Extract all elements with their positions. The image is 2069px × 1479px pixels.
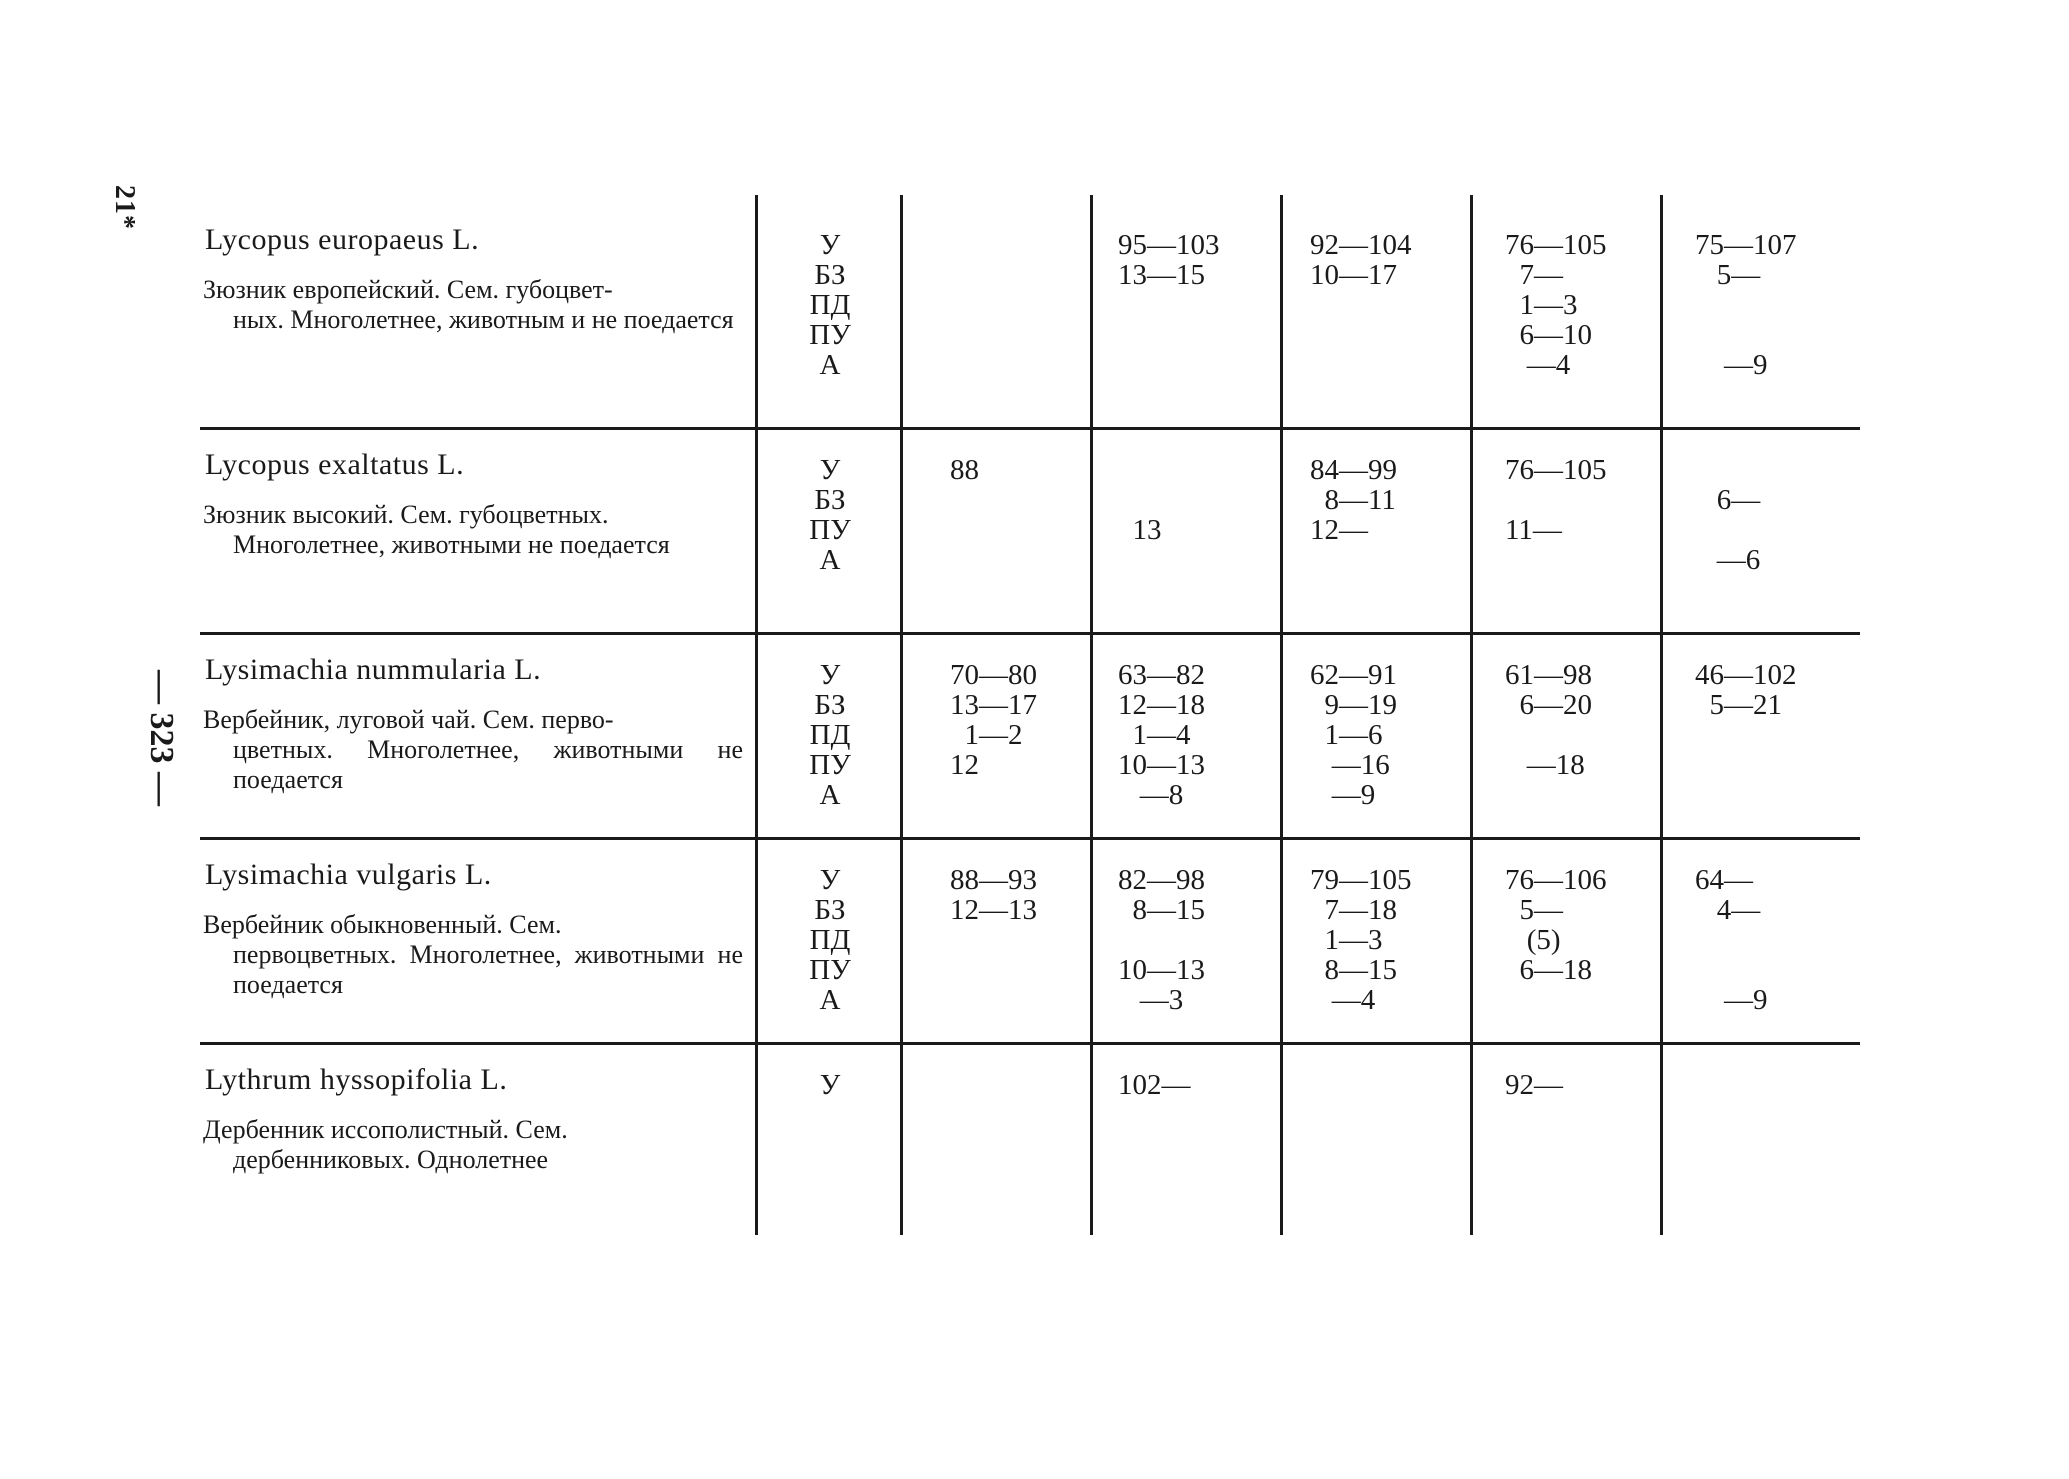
indicator-label: ПД xyxy=(809,719,851,751)
species-description xyxy=(203,1115,743,1175)
column-rule xyxy=(1660,1035,1663,1235)
indicator-label: ПД xyxy=(809,924,851,956)
value-cell: 4— xyxy=(1695,894,1761,926)
value-cell: 84—99 xyxy=(1310,454,1397,486)
value-cell: —6 xyxy=(1695,544,1761,576)
species-description xyxy=(203,275,743,335)
column-rule xyxy=(1280,625,1283,830)
indicator-label: ПД xyxy=(809,289,851,321)
value-cell: 9—19 xyxy=(1310,689,1397,721)
column-rule xyxy=(1090,195,1093,420)
column-rule xyxy=(755,830,758,1035)
value-cell: 92— xyxy=(1505,1069,1563,1101)
value-cell: 79—105 xyxy=(1310,864,1412,896)
indicator-label: БЗ xyxy=(814,259,846,291)
species-latin-name: Lycopus europaeus L. xyxy=(205,223,480,256)
description-first-line: Зюзник высокий. Сем. губоцветных. xyxy=(203,500,609,529)
indicator-labels xyxy=(790,660,870,810)
column-rule xyxy=(1280,830,1283,1035)
value-cell: 95—103 xyxy=(1118,229,1220,261)
column-rule xyxy=(755,420,758,625)
value-cell: 6—10 xyxy=(1505,319,1592,351)
column-rule xyxy=(900,625,903,830)
value-column xyxy=(1695,865,1768,1015)
value-cell: 46—102 xyxy=(1695,659,1797,691)
column-rule xyxy=(1660,195,1663,420)
value-cell: 7—18 xyxy=(1310,894,1397,926)
description-continuation: цветных. Многолетнее, животными не поедается xyxy=(233,735,743,794)
value-cell: 82—98 xyxy=(1118,864,1205,896)
value-cell: 8—15 xyxy=(1310,954,1397,986)
value-cell: 1—3 xyxy=(1310,924,1383,956)
column-rule xyxy=(1660,625,1663,830)
value-cell: 6— xyxy=(1695,484,1761,516)
value-column xyxy=(1118,660,1205,810)
indicator-label: У xyxy=(819,1069,841,1101)
value-cell: 5—21 xyxy=(1695,689,1782,721)
indicator-label: ПУ xyxy=(809,319,851,351)
value-cell xyxy=(1695,455,1760,485)
value-cell: 63—82 xyxy=(1118,659,1205,691)
value-cell: —9 xyxy=(1695,984,1768,1016)
row-separator xyxy=(200,1042,1860,1045)
value-cell: 10—13 xyxy=(1118,749,1205,781)
value-cell: 13—15 xyxy=(1118,259,1205,291)
indicator-labels xyxy=(790,865,870,1015)
value-cell: 92—104 xyxy=(1310,229,1412,261)
indicator-label: БЗ xyxy=(814,689,846,721)
column-rule xyxy=(1470,1035,1473,1235)
value-cell: 7— xyxy=(1505,259,1563,291)
value-cell: 1—3 xyxy=(1505,289,1578,321)
indicator-label: ПУ xyxy=(809,954,851,986)
species-description xyxy=(203,910,743,1000)
indicator-labels xyxy=(790,455,870,575)
value-cell: 76—105 xyxy=(1505,454,1607,486)
indicator-label: БЗ xyxy=(814,894,846,926)
signature-mark: 21* xyxy=(109,185,140,230)
column-rule xyxy=(1660,420,1663,625)
value-column xyxy=(1118,865,1205,1015)
value-cell xyxy=(1695,320,1797,350)
indicator-label: А xyxy=(819,544,841,576)
description-first-line: Дербенник иссополистный. Сем. xyxy=(203,1115,568,1144)
indicator-label: У xyxy=(819,864,841,896)
value-column xyxy=(1118,455,1162,545)
value-cell: 88—93 xyxy=(950,864,1037,896)
value-column xyxy=(1505,230,1607,380)
value-cell: 13 xyxy=(1118,514,1162,546)
value-column xyxy=(950,865,1037,925)
value-column xyxy=(1505,1070,1563,1100)
value-cell xyxy=(1118,455,1162,485)
value-column xyxy=(1505,455,1607,545)
column-rule xyxy=(1090,625,1093,830)
value-cell: 8—15 xyxy=(1118,894,1205,926)
indicator-label: У xyxy=(819,659,841,691)
species-latin-name: Lysimachia nummularia L. xyxy=(205,653,542,686)
indicator-label: ПУ xyxy=(809,749,851,781)
column-rule xyxy=(1470,625,1473,830)
value-cell: 12—13 xyxy=(950,894,1037,926)
value-cell: 76—106 xyxy=(1505,864,1607,896)
column-rule xyxy=(900,420,903,625)
column-rule xyxy=(1470,195,1473,420)
column-rule xyxy=(1470,420,1473,625)
value-cell: 13—17 xyxy=(950,689,1037,721)
column-rule xyxy=(1660,830,1663,1035)
description-continuation: ных. Многолетнее, животным и не поедается xyxy=(233,305,734,334)
species-latin-name: Lysimachia vulgaris L. xyxy=(205,858,492,891)
description-first-line: Вербейник обыкновенный. Сем. xyxy=(203,910,562,939)
value-column xyxy=(1310,660,1397,810)
value-column xyxy=(1695,230,1797,380)
value-cell xyxy=(1695,955,1768,985)
column-rule xyxy=(755,625,758,830)
species-latin-name: Lythrum hyssopifolia L. xyxy=(205,1063,508,1096)
description-continuation: дербенниковых. Однолетнее xyxy=(233,1145,549,1174)
species-latin-name: Lycopus exaltatus L. xyxy=(205,448,465,481)
value-cell: 5— xyxy=(1695,259,1761,291)
description-first-line: Вербейник, луговой чай. Сем. перво- xyxy=(203,705,614,734)
column-rule xyxy=(1090,830,1093,1035)
column-rule xyxy=(755,1035,758,1235)
column-rule xyxy=(1280,195,1283,420)
value-cell xyxy=(1695,515,1760,545)
value-column xyxy=(1310,455,1397,545)
value-column xyxy=(1695,455,1760,575)
value-column xyxy=(1505,660,1592,780)
value-column xyxy=(950,660,1037,780)
indicator-label: БЗ xyxy=(814,484,846,516)
value-cell: —4 xyxy=(1505,349,1571,381)
value-cell: 88 xyxy=(950,454,979,486)
value-cell: 102— xyxy=(1118,1069,1191,1101)
value-cell: 11— xyxy=(1505,514,1562,546)
value-column xyxy=(1310,865,1412,1015)
value-cell: 62—91 xyxy=(1310,659,1397,691)
indicator-labels xyxy=(790,230,870,380)
value-cell: 8—11 xyxy=(1310,484,1396,516)
value-cell: 10—17 xyxy=(1310,259,1397,291)
value-cell: —8 xyxy=(1118,779,1184,811)
value-column xyxy=(950,455,979,485)
value-cell: 70—80 xyxy=(950,659,1037,691)
indicator-label: А xyxy=(819,779,841,811)
column-rule xyxy=(1470,830,1473,1035)
value-cell: 12 xyxy=(950,749,979,781)
value-cell xyxy=(1118,485,1162,515)
value-cell: 10—13 xyxy=(1118,954,1205,986)
value-column xyxy=(1310,230,1412,290)
indicator-label: У xyxy=(819,229,841,261)
column-rule xyxy=(1090,1035,1093,1235)
column-rule xyxy=(900,195,903,420)
value-cell xyxy=(1505,485,1607,515)
value-cell: —4 xyxy=(1310,984,1376,1016)
value-cell: —3 xyxy=(1118,984,1184,1016)
description-continuation: первоцветных. Многолетнее, животными не поедается xyxy=(233,940,743,999)
value-cell: 75—107 xyxy=(1695,229,1797,261)
value-cell: —9 xyxy=(1310,779,1376,811)
column-rule xyxy=(1280,420,1283,625)
value-cell: —16 xyxy=(1310,749,1390,781)
value-cell: 6—20 xyxy=(1505,689,1592,721)
value-cell: —9 xyxy=(1695,349,1768,381)
value-cell: —18 xyxy=(1505,749,1585,781)
value-column xyxy=(1695,660,1797,720)
value-column xyxy=(1118,230,1220,290)
value-cell xyxy=(1695,925,1768,955)
indicator-label: У xyxy=(819,454,841,486)
value-cell: 1—2 xyxy=(950,719,1023,751)
species-description xyxy=(203,705,743,795)
page-number: — 323 — xyxy=(143,670,180,806)
row-separator xyxy=(200,837,1860,840)
species-description xyxy=(203,500,743,560)
value-cell: 1—4 xyxy=(1118,719,1191,751)
value-cell: 64— xyxy=(1695,864,1753,896)
value-cell xyxy=(1695,290,1797,320)
column-rule xyxy=(900,830,903,1035)
value-column xyxy=(1505,865,1607,985)
column-rule xyxy=(900,1035,903,1235)
column-rule xyxy=(755,195,758,420)
value-cell xyxy=(1505,720,1592,750)
value-column xyxy=(1118,1070,1191,1100)
description-continuation: Многолетнее, животными не поедается xyxy=(233,530,670,559)
indicator-label: ПУ xyxy=(809,514,851,546)
value-cell: 1—6 xyxy=(1310,719,1383,751)
value-cell: 61—98 xyxy=(1505,659,1592,691)
value-cell: 12—18 xyxy=(1118,689,1205,721)
indicator-label: А xyxy=(819,984,841,1016)
value-cell xyxy=(1118,925,1205,955)
value-cell: (5) xyxy=(1505,924,1561,956)
row-separator xyxy=(200,632,1860,635)
indicator-label: А xyxy=(819,349,841,381)
indicator-labels xyxy=(790,1070,870,1100)
row-separator xyxy=(200,427,1860,430)
value-cell: 5— xyxy=(1505,894,1563,926)
column-rule xyxy=(1280,1035,1283,1235)
value-cell: 76—105 xyxy=(1505,229,1607,261)
value-cell: 12— xyxy=(1310,514,1368,546)
column-rule xyxy=(1090,420,1093,625)
description-first-line: Зюзник европейский. Сем. губоцвет- xyxy=(203,275,613,304)
value-cell: 6—18 xyxy=(1505,954,1592,986)
